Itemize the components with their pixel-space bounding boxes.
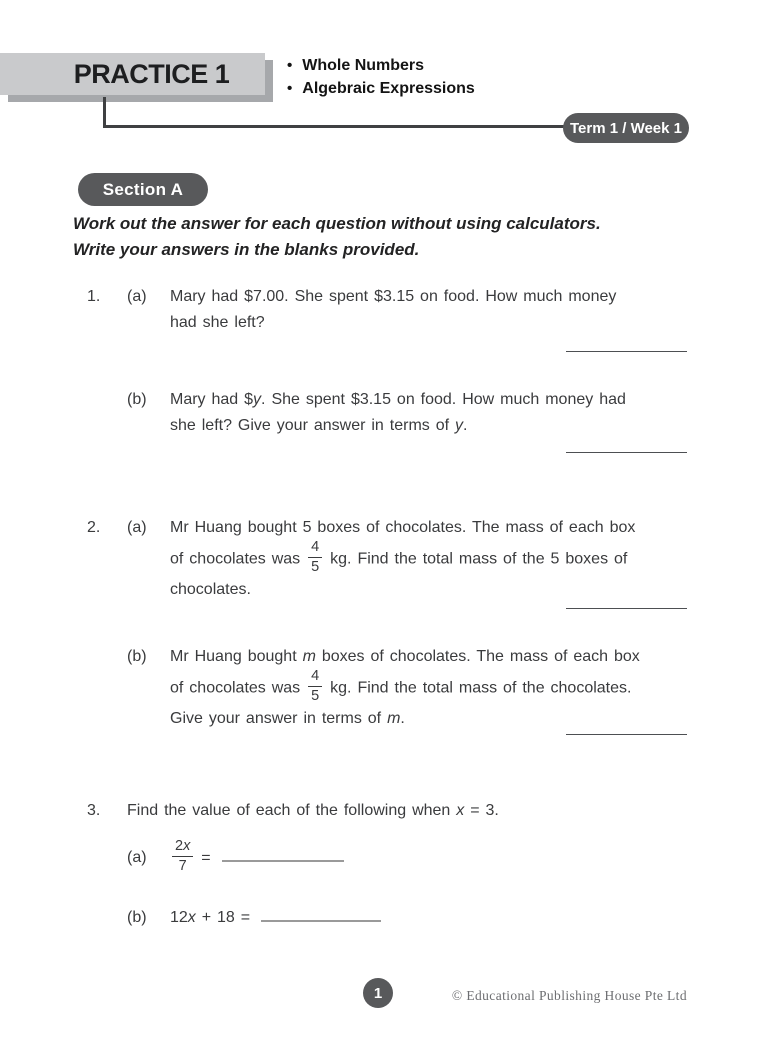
topic-label: Whole Numbers — [302, 57, 425, 74]
instruction-line: Write your answers in the blanks provided. — [73, 240, 420, 259]
text-run: 7 — [178, 857, 187, 874]
copyright-text: © Educational Publishing House Pte Ltd — [451, 988, 687, 1003]
question-line — [170, 670, 688, 706]
practice-title: PRACTICE 1 — [73, 58, 230, 89]
text-run: Mary had $7.00. She spent $3.15 on food. How much money — [170, 288, 617, 305]
question-text — [170, 644, 688, 732]
question-number: 1. — [87, 288, 101, 305]
part-label: (b) — [127, 391, 147, 408]
question-number: 3. — [87, 802, 101, 819]
page-number-badge — [363, 978, 393, 1008]
question-line — [170, 284, 688, 310]
text-run: kg. Find the total mass of the chocolates. — [324, 679, 632, 697]
question-line — [170, 541, 688, 577]
connector-horizontal-line — [103, 125, 565, 128]
instruction-line: Work out the answer for each question without using calculators. — [73, 214, 601, 233]
text-run: 2 — [175, 838, 184, 854]
answer-blank — [566, 608, 687, 609]
connector-vertical-line — [103, 97, 106, 127]
question-line — [170, 413, 688, 439]
question-number: 2. — [87, 519, 101, 536]
instructions — [73, 211, 713, 263]
math-variable: m — [387, 710, 401, 728]
answer-blank — [222, 858, 344, 862]
text-run: she left? Give your answer in terms of — [170, 417, 455, 434]
text-run: had she left? — [170, 314, 265, 331]
text-run: of chocolates was — [170, 679, 307, 697]
math-variable: y — [253, 391, 262, 408]
fraction-numerator — [172, 838, 193, 857]
question-line — [170, 310, 688, 336]
fraction-numerator — [308, 668, 322, 687]
question-part — [87, 515, 688, 603]
question-number — [87, 387, 127, 439]
text-run: Mary had $ — [170, 391, 254, 408]
text-run: = — [195, 849, 217, 867]
question-text — [170, 515, 688, 603]
page-number: 1 — [373, 984, 383, 1002]
math-variable: m — [302, 648, 316, 665]
question-number — [87, 644, 127, 732]
term-week-badge — [563, 113, 689, 143]
fraction — [170, 838, 195, 874]
section-label: Section A — [102, 179, 184, 199]
question-part — [87, 840, 688, 876]
question-line — [170, 905, 688, 931]
text-run: kg. Find the total mass of the 5 boxes of — [324, 550, 628, 568]
fraction-numerator — [308, 539, 322, 558]
question-text — [127, 798, 688, 824]
math-variable: y — [455, 417, 463, 434]
question-line — [170, 706, 688, 732]
topic-item — [287, 54, 475, 77]
text-run: 4 — [311, 539, 320, 555]
bullet-icon: • — [287, 57, 293, 74]
term-week-label: Term 1 / Week 1 — [569, 119, 682, 137]
question-part — [87, 798, 688, 824]
text-run: Find the value of each of the following when — [127, 802, 457, 819]
text-run: 12 — [170, 909, 188, 926]
text-run: . — [400, 710, 405, 728]
fraction — [306, 539, 324, 575]
section-badge — [78, 173, 208, 206]
question-text — [170, 840, 688, 876]
text-run: 4 — [311, 668, 320, 684]
topic-item — [287, 77, 475, 100]
question-line — [170, 387, 688, 413]
question-line — [170, 577, 688, 603]
question-part — [87, 387, 688, 439]
question-line — [170, 515, 688, 541]
fraction-denominator — [172, 857, 193, 875]
fraction-denominator — [308, 687, 322, 705]
fraction — [306, 668, 324, 704]
text-run: = 3. — [464, 802, 499, 819]
text-run: of chocolates was — [170, 550, 307, 568]
question-part — [87, 905, 688, 931]
question-part — [87, 644, 688, 732]
question-part — [87, 284, 688, 336]
topic-label: Algebraic Expressions — [302, 80, 475, 97]
text-run: chocolates. — [170, 581, 251, 599]
text-run: 5 — [311, 558, 320, 575]
question-line — [127, 798, 688, 824]
topic-list — [287, 54, 475, 100]
math-variable: x — [456, 802, 465, 819]
question-line — [170, 840, 688, 876]
text-run: Mr Huang bought 5 boxes of chocolates. The mass of each box — [170, 519, 636, 536]
question-text — [170, 284, 688, 336]
question-line — [170, 644, 688, 670]
part-label: (a) — [127, 288, 147, 305]
part-label: (b) — [127, 648, 147, 665]
text-run: Give your answer in terms of — [170, 710, 388, 728]
part-label: (b) — [127, 909, 147, 926]
math-variable: x — [183, 838, 191, 854]
text-run: + 18 = — [195, 909, 257, 926]
math-variable: x — [187, 909, 196, 926]
fraction-denominator — [308, 558, 322, 576]
answer-blank — [566, 452, 687, 453]
question-text — [170, 387, 688, 439]
text-run: . She spent $3.15 on food. How much money had — [261, 391, 626, 408]
part-label: (a) — [127, 519, 147, 536]
answer-blank — [566, 351, 687, 352]
answer-blank — [566, 734, 687, 735]
part-label: (a) — [127, 849, 147, 867]
text-run: Mr Huang bought — [170, 648, 303, 665]
practice-title-box — [0, 53, 265, 95]
text-run: 5 — [311, 687, 320, 704]
question-text — [170, 905, 688, 931]
bullet-icon: • — [287, 80, 293, 97]
answer-blank — [261, 918, 381, 922]
text-run: . — [463, 417, 468, 434]
text-run: boxes of chocolates. The mass of each box — [315, 648, 640, 665]
